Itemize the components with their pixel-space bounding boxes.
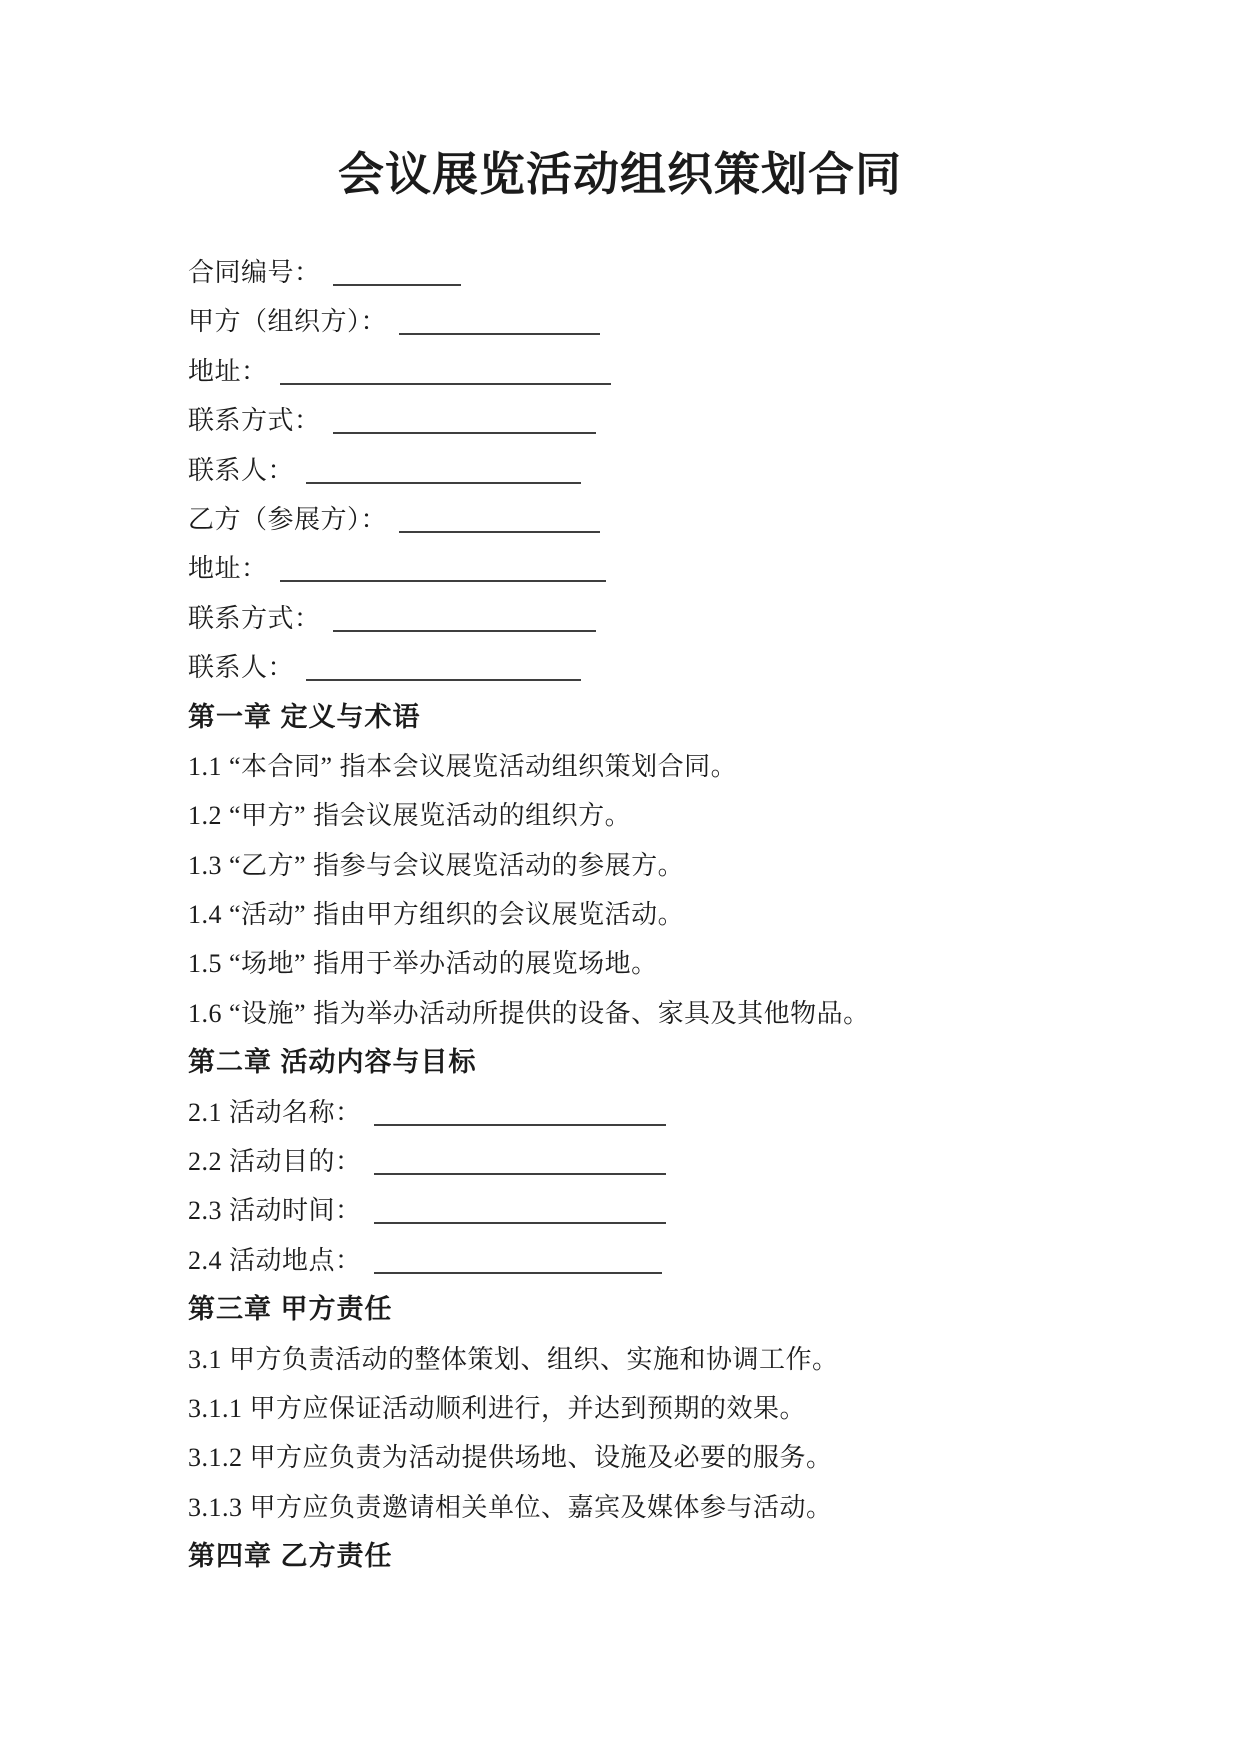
field-row xyxy=(188,297,1108,346)
clause-row xyxy=(188,1236,1108,1285)
clause-blank-line xyxy=(374,1110,666,1126)
clause-row xyxy=(188,791,1108,840)
field-row xyxy=(188,495,1108,544)
field-row xyxy=(188,594,1108,643)
field-label: 甲方（组织方）： xyxy=(188,307,388,337)
section-heading: 第二章 活动内容与目标 xyxy=(188,1047,477,1078)
field-label: 合同编号： xyxy=(188,258,321,287)
clause-row xyxy=(188,890,1108,939)
field-blank-line xyxy=(399,517,600,533)
clause-text: 3.1.1 甲方应保证活动顺利进行，并达到预期的效果。 xyxy=(188,1393,807,1423)
clause-text: 1.3 “乙方” 指参与会议展览活动的参展方。 xyxy=(188,850,685,880)
clause-row xyxy=(188,1483,1108,1532)
clause-text: 1.4 “活动” 指由甲方组织的会议展览活动。 xyxy=(188,900,685,930)
document-body xyxy=(188,248,1108,1582)
clause-text: 3.1.3 甲方应负责邀请相关单位、嘉宾及媒体参与活动。 xyxy=(188,1492,833,1522)
clause-row xyxy=(188,1335,1108,1384)
field-blank-line xyxy=(333,418,596,434)
field-blank-line xyxy=(306,665,581,681)
field-blank-line xyxy=(333,616,596,632)
field-blank-line xyxy=(280,566,606,582)
clause-row xyxy=(188,841,1108,890)
clause-text: 3.1 甲方负责活动的整体策划、组织、实施和协调工作。 xyxy=(188,1344,839,1374)
field-row xyxy=(188,643,1108,692)
clause-text: 2.1 活动名称： xyxy=(188,1097,362,1127)
clause-row xyxy=(188,989,1108,1038)
section-heading: 第三章 甲方责任 xyxy=(188,1294,393,1325)
field-row xyxy=(188,396,1108,445)
field-label: 联系人： xyxy=(188,455,295,485)
field-label: 联系方式： xyxy=(188,406,321,436)
field-blank-line xyxy=(306,468,581,484)
field-row xyxy=(188,446,1108,495)
section-heading: 第一章 定义与术语 xyxy=(188,701,421,732)
field-row xyxy=(188,347,1108,396)
clause-text: 1.5 “场地” 指用于举办活动的展览场地。 xyxy=(188,949,658,979)
clause-blank-line xyxy=(374,1208,666,1224)
clause-blank-line xyxy=(374,1159,666,1175)
clause-row xyxy=(188,1384,1108,1433)
clause-text: 1.6 “设施” 指为举办活动所提供的设备、家具及其他物品。 xyxy=(188,998,870,1028)
field-label: 联系方式： xyxy=(188,603,321,633)
field-blank-line xyxy=(280,369,611,385)
field-label: 地址： xyxy=(188,554,268,584)
clause-row xyxy=(188,742,1108,791)
document-title: 会议展览活动组织策划合同 xyxy=(338,149,902,200)
field-label: 联系人： xyxy=(188,653,295,683)
clause-text: 3.1.2 甲方应负责为活动提供场地、设施及必要的服务。 xyxy=(188,1443,833,1473)
clause-row xyxy=(188,1088,1108,1137)
clause-blank-line xyxy=(374,1258,662,1274)
field-blank-line xyxy=(333,270,461,286)
clause-text: 1.2 “甲方” 指会议展览活动的组织方。 xyxy=(188,801,632,831)
clause-row xyxy=(188,1186,1108,1235)
field-row xyxy=(188,544,1108,593)
field-row xyxy=(188,248,1108,297)
field-label: 地址： xyxy=(188,356,268,386)
field-label: 乙方（参展方）： xyxy=(188,504,388,534)
clause-row xyxy=(188,1433,1108,1482)
section-heading: 第四章 乙方责任 xyxy=(188,1541,393,1572)
field-blank-line xyxy=(399,319,600,335)
clause-text: 1.1 “本合同” 指本会议展览活动组织策划合同。 xyxy=(188,751,738,781)
clause-text: 2.3 活动时间： xyxy=(188,1196,362,1226)
clause-row xyxy=(188,1137,1108,1186)
clause-text: 2.4 活动地点： xyxy=(188,1245,362,1275)
clause-row xyxy=(188,939,1108,988)
clause-text: 2.2 活动目的： xyxy=(188,1147,362,1177)
